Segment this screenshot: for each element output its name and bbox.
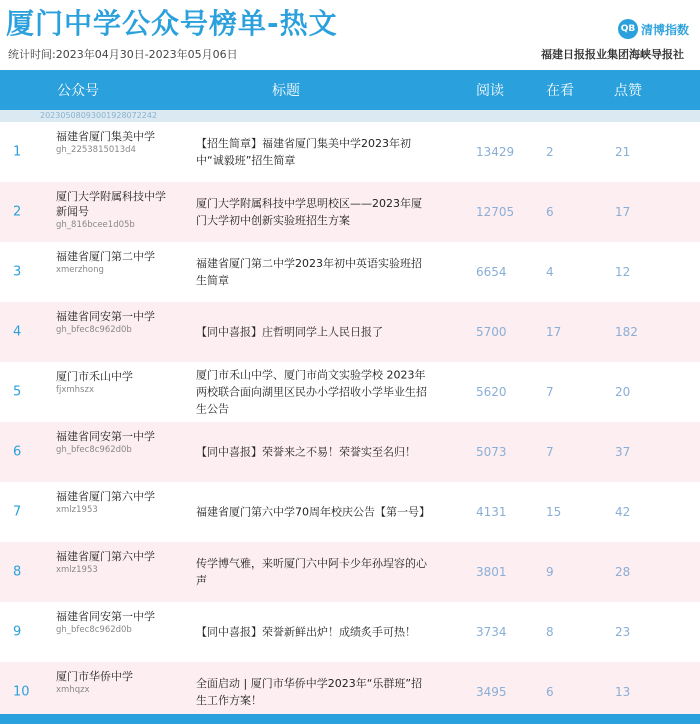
account-id: gh_2253815013d4	[56, 145, 136, 155]
page-title: 厦门中学公众号榜单-热文	[6, 7, 338, 40]
account-cell	[56, 549, 166, 575]
table-row	[0, 242, 700, 302]
reads-count: 12705	[476, 205, 515, 219]
watching-count: 9	[546, 565, 554, 579]
rank-number: 4	[13, 324, 22, 340]
account-id: xmhqzx	[56, 685, 90, 695]
watching-count: 6	[546, 205, 554, 219]
article-title[interactable]: 【同中喜报】荣誉来之不易！荣誉实至名归！	[196, 445, 416, 459]
account-id: gh_bfec8c962d0b	[56, 445, 132, 455]
table-row	[0, 302, 700, 362]
account-name[interactable]: 福建省同安第一中学	[56, 310, 155, 323]
likes-count: 20	[615, 385, 631, 399]
table-body	[0, 122, 700, 722]
article-title[interactable]: 【同中喜报】庄哲明同学上人民日报了	[196, 325, 383, 339]
article-title[interactable]: 厦门大学附属科技中学思明校区——2023年厦门大学初中创新实验班招生方案	[196, 197, 422, 227]
column-header-reads: 阅读	[476, 83, 504, 99]
article-title[interactable]: 【同中喜报】荣誉新鲜出炉！成绩炙手可热！	[196, 625, 416, 639]
account-cell	[56, 189, 166, 230]
column-header-likes: 点赞	[614, 83, 642, 99]
account-id: gh_816bcee1d05b	[56, 220, 135, 230]
likes-count: 23	[615, 625, 631, 639]
table-row	[0, 602, 700, 662]
statistics-period: 统计时间:2023年04月30日-2023年05月06日	[8, 48, 238, 61]
account-cell	[56, 489, 166, 515]
likes-count: 182	[615, 325, 638, 339]
rank-number: 8	[13, 564, 22, 580]
account-id: fjxmhszx	[56, 385, 94, 395]
serial-number: 20230508093001928072242	[0, 110, 700, 122]
watching-count: 8	[546, 625, 554, 639]
table-row	[0, 662, 700, 722]
account-cell	[56, 249, 166, 275]
rank-number: 5	[13, 384, 22, 400]
reads-count: 5700	[476, 325, 507, 339]
rank-number: 10	[13, 684, 30, 700]
account-cell	[56, 429, 166, 455]
account-name[interactable]: 厦门大学附属科技中学新闻号	[56, 190, 166, 218]
reads-count: 3734	[476, 625, 507, 639]
column-header-account: 公众号	[57, 83, 99, 99]
likes-count: 42	[615, 505, 631, 519]
account-name[interactable]: 厦门市华侨中学	[56, 670, 133, 683]
account-id: gh_bfec8c962d0b	[56, 625, 132, 635]
likes-count: 37	[615, 445, 631, 459]
account-name[interactable]: 福建省同安第一中学	[56, 610, 155, 623]
account-name[interactable]: 福建省厦门第六中学	[56, 490, 155, 503]
watching-count: 17	[546, 325, 562, 339]
account-id: gh_bfec8c962d0b	[56, 325, 132, 335]
reads-count: 4131	[476, 505, 507, 519]
rank-number: 1	[13, 144, 22, 160]
account-cell	[56, 309, 166, 335]
table-row	[0, 422, 700, 482]
account-cell	[56, 609, 166, 635]
article-title[interactable]: 福建省厦门第二中学2023年初中英语实验班招生简章	[196, 257, 422, 287]
account-name[interactable]: 福建省厦门集美中学	[56, 130, 155, 143]
table-row	[0, 122, 700, 182]
qingbo-logo-icon: QB	[618, 19, 638, 39]
table-row	[0, 482, 700, 542]
brand-logo	[618, 19, 689, 39]
table-header	[0, 70, 700, 110]
footer-bar	[0, 714, 700, 724]
watching-count: 15	[546, 505, 562, 519]
rank-number: 9	[13, 624, 22, 640]
likes-count: 28	[615, 565, 631, 579]
account-id: xmlz1953	[56, 505, 98, 515]
account-id: xmlz1953	[56, 565, 98, 575]
likes-count: 21	[615, 145, 631, 159]
rank-number: 2	[13, 204, 22, 220]
column-header-watching: 在看	[546, 83, 574, 99]
rank-number: 7	[13, 504, 22, 520]
article-title[interactable]: 传学博气雅，来听厦门六中阿卡少年孙埕容的心声	[196, 557, 427, 587]
watching-count: 7	[546, 445, 554, 459]
article-title[interactable]: 全面启动 | 厦门市华侨中学2023年“乐群班”招生工作方案！	[196, 677, 423, 707]
likes-count: 12	[615, 265, 631, 279]
reads-count: 3495	[476, 685, 507, 699]
account-cell	[56, 129, 166, 155]
reads-count: 6654	[476, 265, 507, 279]
account-cell	[56, 669, 166, 695]
reads-count: 13429	[476, 145, 515, 159]
watching-count: 7	[546, 385, 554, 399]
article-title[interactable]: 福建省厦门第六中学70周年校庆公告【第一号】	[196, 505, 430, 519]
reads-count: 5620	[476, 385, 507, 399]
reads-count: 3801	[476, 565, 507, 579]
rank-number: 6	[13, 444, 22, 460]
account-cell	[56, 369, 166, 395]
table-row	[0, 542, 700, 602]
account-name[interactable]: 福建省厦门第六中学	[56, 550, 155, 563]
table-row	[0, 362, 700, 422]
rank-number: 3	[13, 264, 22, 280]
watching-count: 2	[546, 145, 554, 159]
likes-count: 17	[615, 205, 631, 219]
table-row	[0, 182, 700, 242]
reads-count: 5073	[476, 445, 507, 459]
likes-count: 13	[615, 685, 631, 699]
watching-count: 6	[546, 685, 554, 699]
ranking-table	[0, 70, 700, 724]
account-name[interactable]: 厦门市禾山中学	[56, 370, 133, 383]
column-header-title: 标题	[272, 83, 300, 99]
watching-count: 4	[546, 265, 554, 279]
logo-text: 清博指数	[641, 22, 690, 37]
article-title[interactable]: 厦门市禾山中学、厦门市尚文实验学校 2023年两校联合面向湖里区民办小学招收小学毕业生招生公告	[196, 368, 427, 416]
account-id: xmerzhong	[56, 265, 104, 275]
account-name[interactable]: 福建省厦门第二中学	[56, 250, 155, 263]
publisher-name: 福建日报报业集团海峡导报社	[541, 48, 684, 61]
account-name[interactable]: 福建省同安第一中学	[56, 430, 155, 443]
article-title[interactable]: 【招生简章】福建省厦门集美中学2023年初中“诚毅班”招生简章	[196, 137, 411, 167]
